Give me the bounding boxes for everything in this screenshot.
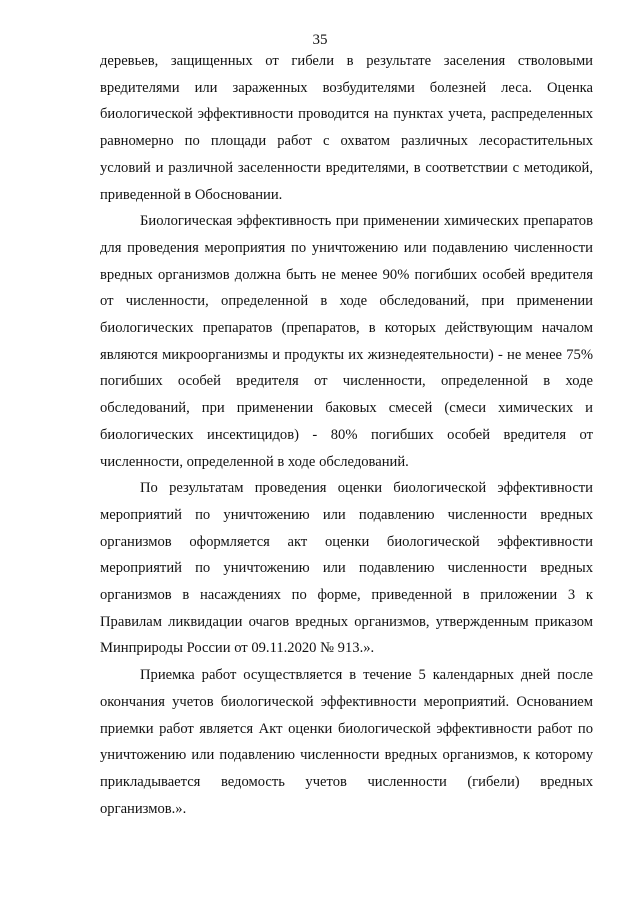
document-body — [100, 48, 593, 822]
paragraph-continuation: деревьев, защищенных от гибели в результате заселения стволовыми вредителями или зараженных возбудителями болезней леса. Оценка биологической эффективности проводится на пунктах учета, распределенных равномерно по площади работ с охватом различных лесорастительных условий и различной заселенности вредителями, в соответствии с методикой, приведенной в Обосновании. — [100, 53, 593, 203]
paragraph-work-acceptance: Приемка работ осуществляется в течение 5 календарных дней после окончания учетов биологической эффективности мероприятий. Основанием приемки работ является Акт оценки биологической эффективности работ по уничтожению или подавлению численности вредных организмов, к которому прикладывается ведомость учетов численности (гибели) вредных организмов.». — [100, 667, 593, 817]
page-number: 35 — [312, 32, 328, 48]
paragraph-biological-efficiency-thresholds: Биологическая эффективность при применении химических препаратов для проведения мероприятия по уничтожению или подавлению численности вредных организмов должна быть не менее 90% погибших особей вредителя от численности, определенной в ходе обследований, при применении биологических препаратов (препаратов, в которых действующим началом являются микроорганизмы и продукты их жизнедеятельности) - не менее 75% погибших особей вредителя от численности, определенной в ходе обследований, при применении баковых смесей (смеси химических и биологических инсектицидов) - 80% погибших особей вредителя от численности, определенной в ходе обследований. — [100, 213, 593, 470]
paragraph-assessment-act: По результатам проведения оценки биологической эффективности мероприятий по уничтожению или подавлению численности вредных организмов оформляется акт оценки биологической эффективности мероприятий по уничтожению или подавлению численности вредных организмов в насаждениях по форме, приведенной в приложении 3 к Правилам ликвидации очагов вредных организмов, утвержденным приказом Минприроды России от 09.11.2020 № 913.». — [100, 480, 593, 657]
